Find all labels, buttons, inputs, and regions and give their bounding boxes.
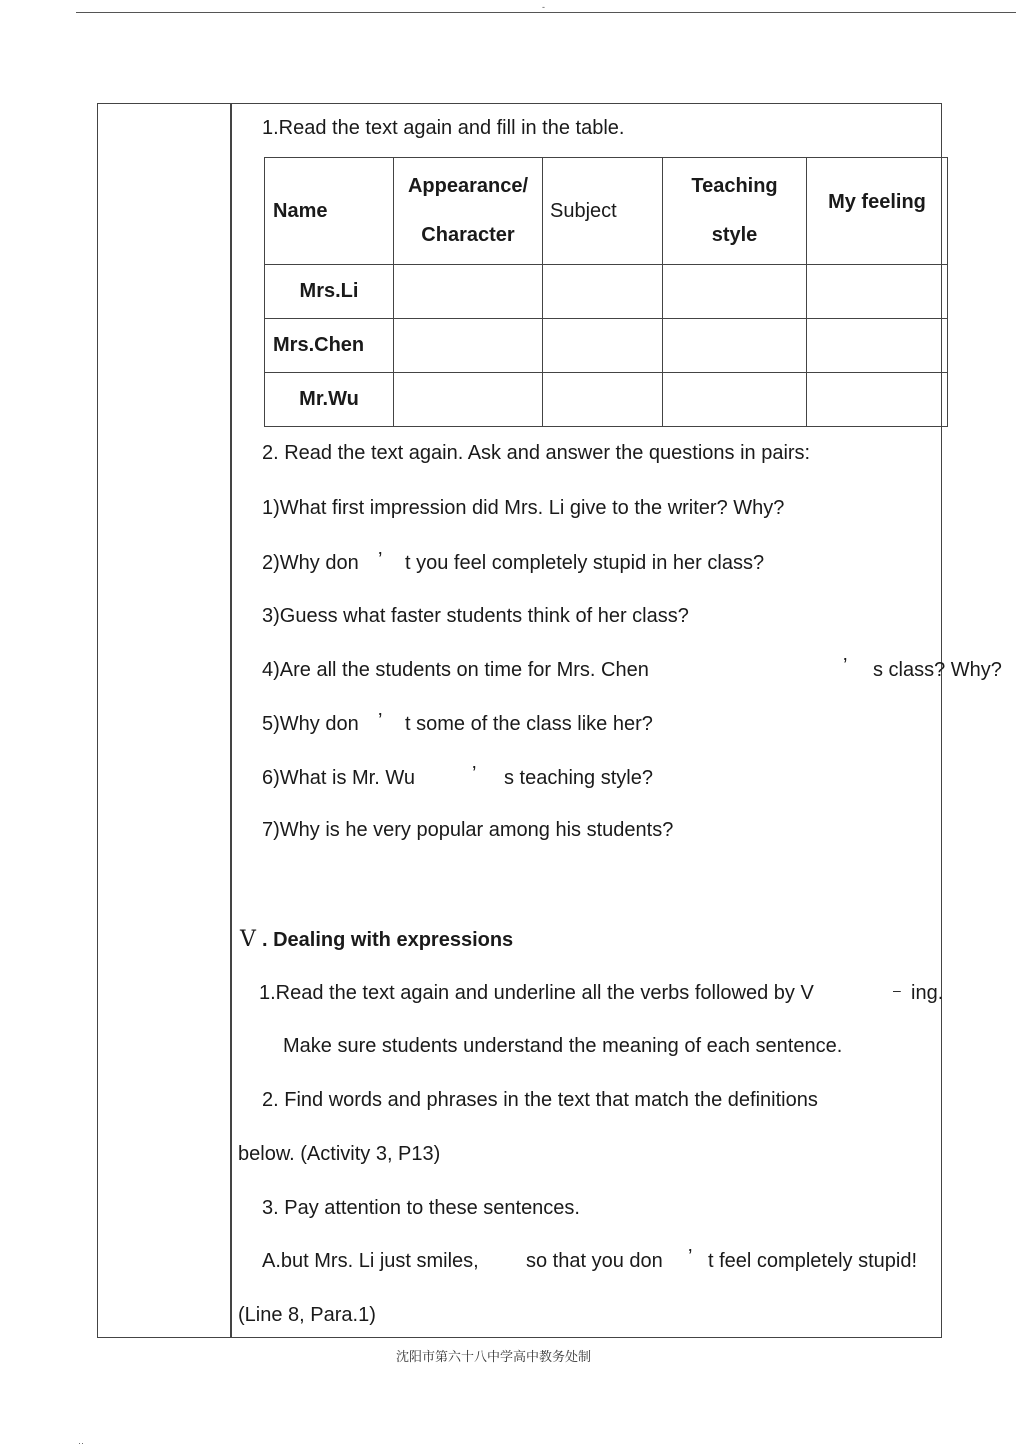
blank-cell[interactable] — [807, 319, 948, 373]
blank-cell[interactable] — [543, 319, 663, 373]
itemA-part1: A.but Mrs. Li just smiles, — [262, 1250, 479, 1272]
table-header-row — [265, 158, 948, 265]
section-v-heading: . Dealing with expressions — [262, 929, 514, 951]
itemA-part3: t feel completely stupid! — [708, 1250, 917, 1272]
header-appearance-line1: Appearance/ — [407, 175, 529, 197]
header-teaching — [663, 158, 807, 265]
header-feeling: My feeling — [807, 158, 948, 265]
question-4-start: 4)Are all the students on time for Mrs. Chen — [262, 659, 649, 681]
question-6-start: 6)What is Mr. Wu — [262, 767, 415, 789]
question-3: 3)Guess what faster students think of her class? — [262, 605, 689, 627]
task2-text: 2. Read the text again. Ask and answer the questions in pairs: — [262, 442, 811, 464]
item2-line1: 2. Find words and phrases in the text that match the definitions — [262, 1089, 818, 1111]
header-mark: - — [542, 2, 545, 12]
row-name-cell: Mr.Wu — [265, 373, 394, 427]
itemA-apostrophe: ’ — [688, 1246, 693, 1268]
question-7: 7)Why is he very popular among his students? — [262, 819, 674, 841]
blank-cell[interactable] — [807, 265, 948, 319]
blank-cell[interactable] — [394, 373, 543, 427]
blank-cell[interactable] — [807, 373, 948, 427]
question-6-apostrophe: ’ — [472, 763, 477, 785]
footer-text: 沈阳市第六十八中学高中教务处制 — [396, 1350, 592, 1365]
item1-ing: ing. — [911, 982, 944, 1004]
header-appearance — [394, 158, 543, 265]
blank-cell[interactable] — [394, 319, 543, 373]
header-teaching-line1: Teaching — [691, 175, 778, 197]
item1-line2: Make sure students understand the meaning of each sentence. — [283, 1035, 843, 1057]
column-divider — [230, 103, 232, 1338]
question-5-apostrophe: ’ — [378, 710, 383, 732]
question-4-apostrophe: ’ — [843, 655, 848, 677]
question-6-end: s teaching style? — [504, 767, 653, 789]
item1-dash: – — [893, 982, 901, 998]
header-rule — [76, 12, 1016, 13]
row-name-cell: Mrs.Li — [265, 265, 394, 319]
itemA-line2: (Line 8, Para.1) — [238, 1304, 376, 1326]
itemA-part2: so that you don — [526, 1250, 663, 1272]
question-1: 1)What first impression did Mrs. Li give to the writer? Why? — [262, 497, 785, 519]
table-row — [265, 265, 948, 319]
blank-cell[interactable] — [663, 319, 807, 373]
blank-cell[interactable] — [543, 373, 663, 427]
blank-cell[interactable] — [543, 265, 663, 319]
table-row — [265, 373, 948, 427]
question-5-start: 5)Why don — [262, 713, 359, 735]
item1-line1: 1.Read the text again and underline all the verbs followed by V — [259, 982, 814, 1004]
item2-line2: below. (Activity 3, P13) — [238, 1143, 441, 1165]
blank-cell[interactable] — [394, 265, 543, 319]
blank-cell[interactable] — [663, 265, 807, 319]
section-v-numeral: Ⅴ — [240, 927, 256, 952]
fill-in-table — [264, 157, 948, 427]
table-row — [265, 319, 948, 373]
header-name: Name — [265, 158, 394, 265]
row-name-cell: Mrs.Chen — [265, 319, 394, 373]
task1-text: 1.Read the text again and fill in the table. — [262, 117, 625, 139]
question-5-end: t some of the class like her? — [405, 713, 653, 735]
question-4-end: s class? Why? — [873, 659, 1002, 681]
item3: 3. Pay attention to these sentences. — [262, 1197, 580, 1219]
question-2-end: t you feel completely stupid in her class? — [405, 552, 765, 574]
blank-cell[interactable] — [663, 373, 807, 427]
header-appearance-line2: Character — [421, 224, 515, 246]
header-subject: Subject — [543, 158, 663, 265]
header-teaching-line2: style — [711, 224, 758, 246]
footer-mark: ·· — [78, 1438, 84, 1448]
question-2-start: 2)Why don — [262, 552, 359, 574]
question-2-apostrophe: ’ — [378, 549, 383, 571]
